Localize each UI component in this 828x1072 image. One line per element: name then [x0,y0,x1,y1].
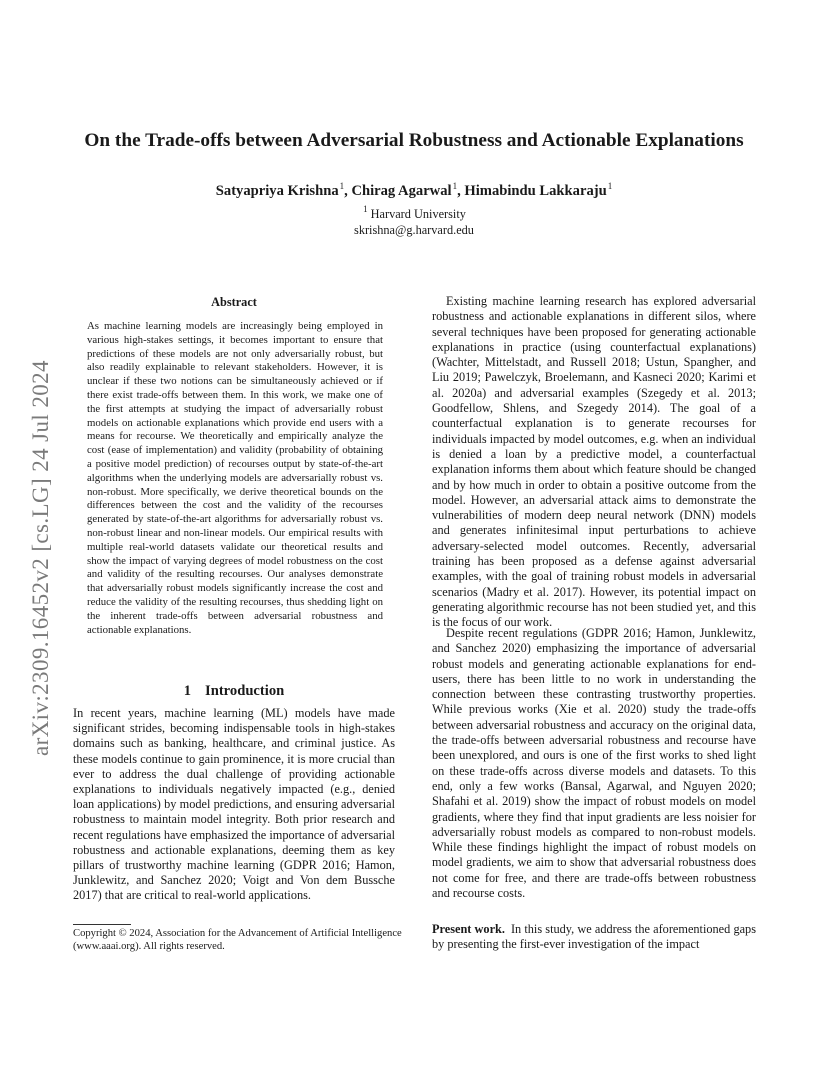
paragraph-lead: Present work. [432,922,505,936]
affiliation-mark: 1 [452,181,458,191]
section-number: 1 [183,683,192,699]
affiliation-mark: 1 [363,204,368,214]
introduction-paragraph: In recent years, machine learning (ML) models have made significant strides, becoming indispensable tools in high-stakes domains such as banking, healthcare, and criminal justice. As these models continue to gain prominence, it is more crucial than ever to address the dual challenge of providing actionable explanations to individuals negatively impacted (e.g., denied loan applications) by model predictions, and ensuring adversarial robustness to maintain model integrity. Both prior research and recent regulations have emphasized the importance of adversarial robustness and actionable explanations, deeming them as key pillars of trustworthy machine learning (GDPR 2016; Hamon, Junklewitz, and Sanchez 2020; Voigt and Von dem Bussche 2017) that are critical to real-world applications. [73,706,395,903]
author-name: Satyapriya Krishna [215,183,339,199]
body-paragraph: Existing machine learning research has explored adversarial robustness and actionable explanations in different silos, where several techniques have been proposed for generating actionable explanations in practice (using counterfactual explanations) (Wachter, Mittelstadt, and Russell 2018; Ustun, Spangher, and Liu 2019; Pawelczyk, Broelemann, and Kasneci 2020; Karimi et al. 2020a) and adversarial examples (Szegedy et al. 2013; Goodfellow, Shlens, and Szegedy 2014). The goal of a counterfactual explanation is to generate recourses for individuals impacted by model outcomes, e.g. when an individual is denied a loan by a predictive model, a counterfactual explanation informs them about which feature should be changed and by how much in order to obtain a positive outcome from the model. However, an adversarial attack aims to demonstrate the vulnerabilities of modern deep neural network (DNN) models and generates infinitesimal input perturbations to achieve adversary-selected model outcomes. Recently, adversarial training has been proposed as a defense against adversarial examples, with the goal of training robust models in adversarial scenarios (Madry et al. 2017). However, its potential impact on generating algorithmic recourse has not been studied yet, and this is the focus of our work. [432,294,756,630]
affiliation-mark: 1 [607,181,613,191]
abstract-heading: Abstract [211,295,257,309]
section-heading [73,682,395,700]
paragraph-text: In this study, we address the aforementioned gaps by presenting the first-ever investigation of the impact [432,922,756,952]
author-email: skrishna@g.harvard.edu [354,223,474,237]
affiliation-mark: 1 [339,181,345,191]
body-paragraph [432,922,756,953]
author-name: Himabindu Lakkaraju [464,183,607,199]
paper-title: On the Trade-offs between Adversarial Robustness and Actionable Explanations [84,130,744,151]
copyright-footnote: Copyright © 2024, Association for the Advancement of Artificial Intelligence (www.aaai.org). All rights reserved. [73,928,402,953]
arxiv-identifier: arXiv:2309.16452v2 [cs.LG] 24 Jul 2024 [28,360,53,756]
author-name: Chirag Agarwal [351,183,452,199]
affiliation-block [60,201,768,238]
footnote-divider [73,924,131,925]
section-title: Introduction [205,683,285,699]
affiliation-name: Harvard University [370,207,466,221]
abstract-text: As machine learning models are increasingly being employed in various high-stakes settings, it becomes important to ensure that predictions of these models are not only adversarially robust, but also readily explainable to relevant stakeholders. However, it is unclear if these two notions can be simultaneously achieved or if there exist trade-offs between them. In this work, we make one of the first attempts at studying the impact of adversarially robust models on actionable explanations which provide end users with a means for recourse. We theoretically and empirically analyze the cost (ease of implementation) and validity (probability of obtaining a positive model prediction) of recourses output by state-of-the-art algorithms when the underlying models are adversarially robust vs. non-robust. More specifically, we derive theoretical bounds on the differences between the cost and the validity of the recourses generated by state-of-the-art algorithms for adversarially robust vs. non-robust linear and non-linear models. Our empirical results with multiple real-world datasets validate our theoretical results and show the impact of varying degrees of model robustness on the cost and validity of the resulting recourses. Our analyses demonstrate that adversarially robust models significantly increase the cost and reduce the validity of the resulting recourses, thus shedding light on the inherent trade-offs between adversarial robustness and actionable explanations. [87,320,383,636]
author-list: Satyapriya Krishna$^1$, Chirag Agarwal$^1$, Himabindu Lakkaraju$^1$ [215,181,613,199]
body-paragraph: Despite recent regulations (GDPR 2016; Hamon, Junklewitz, and Sanchez 2020) emphasizing the importance of adversarial robust models and generating actionable explanations for end-users, there has been little to no work in understanding the connection between these contrasting trustworthy properties. While previous works (Xie et al. 2020) study the trade-offs between adversarial robustness and accuracy on the original data, the trade-offs between adversarial robustness and recourse have been unexplored, and ours is one of the first works to shed light on these trade-offs across diverse models and datasets. To this end, only a few works (Bansal, Agarwal, and Nguyen 2020; Shafahi et al. 2019) show the impact of robust models on model gradients, where they find that input gradients are less noisier for adversarially robust models as compared to non-robust models. While these findings highlight the impact of robust models on model gradients, we aim to show that adversarial robustness does not come for free, and there are trade-offs between robustness and recourse costs. [432,626,756,901]
